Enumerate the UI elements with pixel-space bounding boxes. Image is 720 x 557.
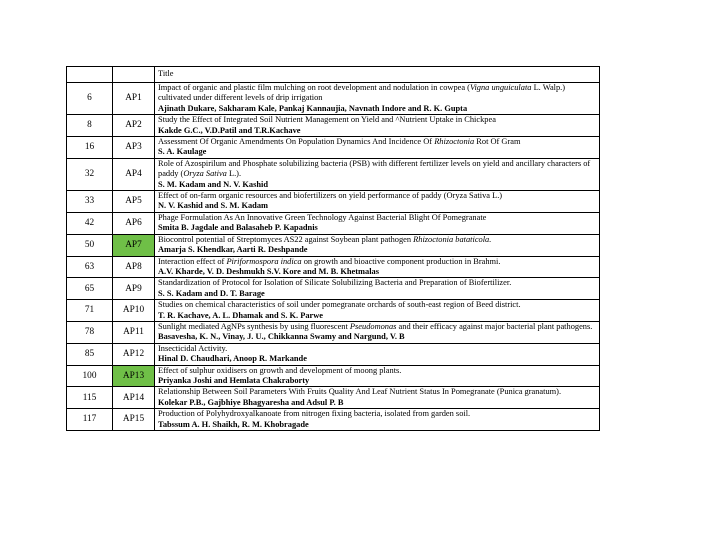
paper-title: [158, 344, 596, 354]
paper-title-part: L. Walp.) cultivated under different levels of drip irrigation: [158, 83, 566, 103]
paper-code-cell: AP9: [113, 278, 155, 300]
table-row: [67, 115, 600, 137]
paper-code-cell: AP3: [113, 137, 155, 159]
paper-code-cell: AP8: [113, 256, 155, 278]
paper-number-cell: 85: [67, 343, 113, 365]
paper-authors: A.V. Kharde, V. D. Deshmukh S.V. Kore and M. B. Khetmalas: [158, 266, 379, 276]
paper-authors: S. S. Kadam and D. T. Barage: [158, 288, 265, 298]
table-row: [67, 212, 600, 234]
paper-code-cell: AP5: [113, 191, 155, 213]
paper-authors: S. M. Kadam and N. V. Kashid: [158, 179, 268, 189]
paper-title-cell: [155, 256, 600, 278]
paper-title-italic-part: Oryza Sativa: [183, 169, 227, 179]
paper-number-cell: 117: [67, 409, 113, 431]
paper-title: [158, 387, 596, 397]
table-row: [67, 137, 600, 159]
paper-title-part: Relationship Between Soil Parameters With Fruits Quality And Leaf Nutrient Status In Pomegranate (Punica granatum).: [158, 387, 562, 397]
paper-title-part: Standardization of Protocol for Isolation of Silicate Solubilizing Bacteria and Preparation of Biofertilizer.: [158, 278, 512, 288]
table-row: [67, 256, 600, 278]
paper-title-part: Interaction effect of: [158, 256, 227, 266]
paper-title-part: Impact of organic and plastic film mulching on root development and nodulation in cowpea (: [158, 83, 470, 92]
table-row: [67, 387, 600, 409]
paper-code-cell: AP12: [113, 343, 155, 365]
header-number: [67, 67, 113, 83]
header-title: Title: [155, 67, 600, 83]
paper-number-cell: 78: [67, 321, 113, 343]
paper-title: [158, 278, 596, 288]
paper-title-cell: [155, 409, 600, 431]
paper-code-cell: AP15: [113, 409, 155, 431]
paper-number-cell: 65: [67, 278, 113, 300]
paper-title-part: Sunlight mediated AgNPs synthesis by using fluorescent: [158, 321, 350, 331]
paper-authors: Tabssum A. H. Shaikh, R. M. Khobragade: [158, 419, 309, 429]
paper-authors: Priyanka Joshi and Hemlata Chakraborty: [158, 375, 310, 385]
paper-title-part: Production of Polyhydroxyalkanoate from nitrogen fixing bacteria, isolated from garden soil.: [158, 409, 471, 419]
paper-authors: Smita B. Jagdale and Balasaheb P. Kapadnis: [158, 223, 318, 233]
paper-title: [158, 235, 596, 245]
paper-title: [158, 137, 596, 147]
paper-title-cell: [155, 321, 600, 343]
paper-code-cell: AP4: [113, 158, 155, 190]
paper-title-part: Rot Of Gram: [474, 137, 521, 147]
paper-title-cell: [155, 343, 600, 365]
paper-title-italic-part: Vigna unguiculata: [469, 83, 532, 92]
paper-title: [158, 191, 596, 201]
paper-title-italic-part: Piriformospora indica: [226, 256, 302, 266]
paper-title-part: Assessment Of Organic Amendments On Population Dynamics And Incidence Of: [158, 137, 435, 147]
paper-title-part: Effect of on-farm organic resources and biofertilizers on yield performance of paddy (Oryza Sativa L.): [158, 191, 503, 201]
paper-title-italic-part: Rhizoctonia: [434, 137, 475, 147]
paper-number-cell: 115: [67, 387, 113, 409]
paper-title-cell: [155, 212, 600, 234]
paper-number-cell: 42: [67, 212, 113, 234]
paper-title-cell: [155, 158, 600, 190]
paper-number-cell: 6: [67, 83, 113, 115]
paper-title: [158, 213, 596, 223]
table-row: [67, 300, 600, 322]
paper-authors: Amarja S. Khendkar, Aarti R. Deshpande: [158, 245, 308, 255]
paper-title: [158, 159, 596, 180]
paper-number-cell: 32: [67, 158, 113, 190]
paper-title-cell: [155, 83, 600, 115]
table-row: [67, 409, 600, 431]
table-row: [67, 234, 600, 256]
paper-number-cell: 8: [67, 115, 113, 137]
paper-title-italic-part: Pseudomonas: [349, 321, 397, 331]
paper-title-part: Study the Effect of Integrated Soil Nutrient Management on Yield and ^Nutrient Uptake in Chickpea: [158, 115, 496, 125]
paper-title-cell: [155, 278, 600, 300]
paper-title-cell: [155, 137, 600, 159]
paper-code-cell: AP6: [113, 212, 155, 234]
paper-title: [158, 322, 596, 332]
paper-title-cell: [155, 234, 600, 256]
paper-title: [158, 115, 596, 125]
papers-table-body: [67, 67, 600, 431]
paper-authors: Hinal D. Chaudhari, Anoop R. Markande: [158, 354, 307, 364]
paper-code-cell: AP14: [113, 387, 155, 409]
paper-title-part: L.).: [226, 169, 242, 179]
paper-authors: Ajinath Dukare, Sakharam Kale, Pankaj Kannaujia, Navnath Indore and R. K. Gupta: [158, 103, 468, 113]
paper-number-cell: 33: [67, 191, 113, 213]
paper-title-part: Insecticidal Activity.: [158, 343, 228, 353]
paper-title-cell: [155, 365, 600, 387]
header-code: [113, 67, 155, 83]
table-row: [67, 83, 600, 115]
paper-number-cell: 63: [67, 256, 113, 278]
table-row: [67, 365, 600, 387]
paper-title: [158, 409, 596, 419]
paper-authors: Basavesha, K. N., Vinay, J. U., Chikkanna Swamy and Nargund, V. B: [158, 332, 405, 342]
table-row: [67, 321, 600, 343]
paper-code-cell-highlighted: AP13: [113, 365, 155, 387]
table-row: [67, 158, 600, 190]
paper-number-cell: 100: [67, 365, 113, 387]
paper-title-cell: [155, 300, 600, 322]
paper-code-cell-highlighted: AP7: [113, 234, 155, 256]
paper-title: [158, 300, 596, 310]
paper-title-cell: [155, 387, 600, 409]
paper-title-cell: [155, 115, 600, 137]
paper-authors: N. V. Kashid and S. M. Kadam: [158, 201, 268, 211]
paper-authors: Kakde G.C., V.D.Patil and T.R.Kachave: [158, 125, 301, 135]
paper-authors: T. R. Kachave, A. L. Dhamak and S. K. Parwe: [158, 310, 324, 320]
paper-number-cell: 50: [67, 234, 113, 256]
paper-title: [158, 366, 596, 376]
paper-code-cell: AP1: [113, 83, 155, 115]
table-row: [67, 191, 600, 213]
paper-title-part: and their efficacy against major bacterial plant pathogens.: [396, 321, 593, 331]
paper-authors: S. A. Kaulage: [158, 147, 207, 157]
paper-authors: Kolekar P.B., Gajbhiye Bhagyaresha and Adsul P. B: [158, 397, 344, 407]
papers-table: [66, 66, 600, 431]
paper-number-cell: 16: [67, 137, 113, 159]
paper-title-cell: [155, 191, 600, 213]
paper-title-part: Biocontrol potential of Streptomyces AS22 against Soybean plant pathogen: [158, 234, 414, 244]
paper-title: [158, 83, 596, 104]
paper-code-cell: AP11: [113, 321, 155, 343]
paper-number-cell: 71: [67, 300, 113, 322]
paper-title-part: on growth and bioactive component production in Brahmi.: [301, 256, 501, 266]
table-row: [67, 278, 600, 300]
paper-code-cell: AP2: [113, 115, 155, 137]
paper-title-part: Effect of sulphur oxidisers on growth and development of moong plants.: [158, 365, 402, 375]
header-row: [67, 67, 600, 83]
paper-title-part: Role of Azospirilum and Phosphate solubilizing bacteria (PSB) with different fertilizer levels on yield and ancillary characters of paddy (: [158, 158, 591, 179]
paper-title-italic-part: Rhizoctonia bataticola.: [413, 234, 492, 244]
paper-title-part: Studies on chemical characteristics of soil under pomegranate orchards of south-east region of Beed district.: [158, 300, 521, 310]
paper-code-cell: AP10: [113, 300, 155, 322]
table-row: [67, 343, 600, 365]
paper-title: [158, 257, 596, 267]
paper-title-part: Phage Formulation As An Innovative Green Technology Against Bacterial Blight Of Pomegranate: [158, 212, 487, 222]
